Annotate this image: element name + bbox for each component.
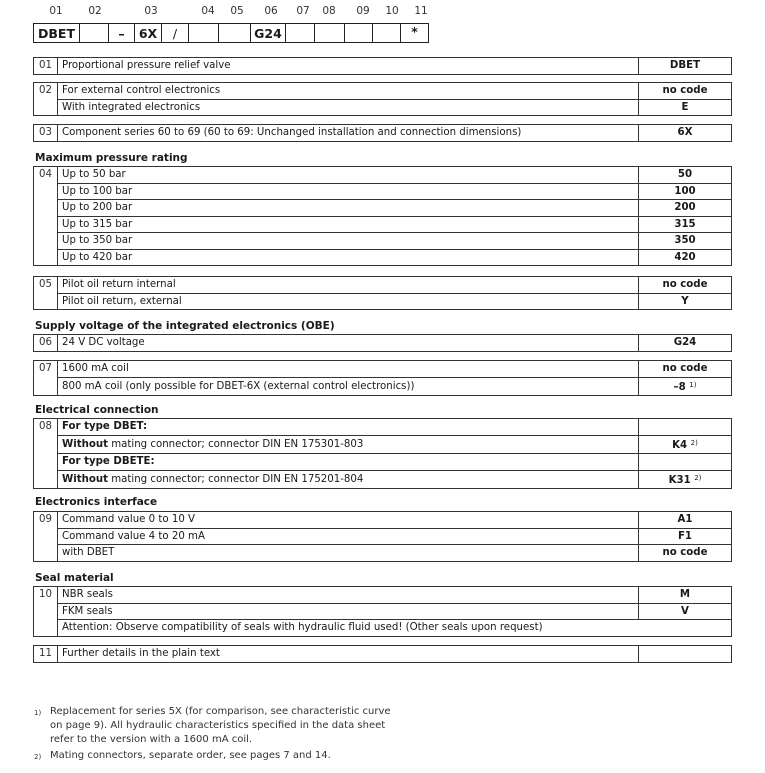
position-number: 06 <box>264 5 278 17</box>
ordering-code <box>33 5 443 45</box>
code-cell <box>218 23 251 43</box>
table-row-02 <box>33 82 732 116</box>
position-number: 02 <box>88 5 102 17</box>
row-code: DBET <box>639 58 732 75</box>
row-number-empty <box>34 454 58 471</box>
table-row-09 <box>33 511 732 562</box>
row-number: 08 <box>34 419 58 436</box>
row-description: Up to 100 bar <box>58 183 639 200</box>
row-code <box>639 646 732 663</box>
row-description: Pilot oil return, external <box>58 293 639 310</box>
row-number-empty <box>34 528 58 545</box>
row-number-empty <box>34 249 58 266</box>
code-cell <box>285 23 315 43</box>
row-code: 315 <box>639 216 732 233</box>
row-number-empty <box>34 545 58 562</box>
table-row-07 <box>33 360 732 396</box>
footnote-text: Mating connectors, separate order, see pages 7 and 14. <box>50 750 331 761</box>
code-cell <box>372 23 401 43</box>
row-number: 06 <box>34 335 58 352</box>
row-code: M <box>639 587 732 604</box>
row-description: For external control electronics <box>58 83 639 100</box>
section-title: Electrical connection <box>35 404 159 416</box>
row-description-cell <box>58 470 639 489</box>
footnote-mark: 2) <box>34 753 42 761</box>
row-description: Up to 50 bar <box>58 167 639 184</box>
position-number: 10 <box>385 5 399 17</box>
code-cell <box>314 23 345 43</box>
row-number-empty <box>34 216 58 233</box>
row-number: 10 <box>34 587 58 604</box>
table-row-11 <box>33 645 732 663</box>
row-code-empty <box>639 454 732 471</box>
row-number-empty <box>34 183 58 200</box>
table-row-10 <box>33 586 732 637</box>
row-code-empty <box>639 419 732 436</box>
position-number: 05 <box>230 5 244 17</box>
row-description: Further details in the plain text <box>58 646 639 663</box>
row-code: no code <box>639 277 732 294</box>
row-description: For type DBET: <box>58 419 639 436</box>
position-number: 03 <box>144 5 158 17</box>
row-description: Proportional pressure relief valve <box>58 58 639 75</box>
row-description: with DBET <box>58 545 639 562</box>
row-code: Y <box>639 293 732 310</box>
row-number-empty <box>34 620 58 637</box>
footnote-ref: 1) <box>689 380 697 389</box>
section-title: Seal material <box>35 572 114 584</box>
row-number-empty <box>34 99 58 116</box>
row-description: FKM seals <box>58 603 639 620</box>
row-number: 05 <box>34 277 58 294</box>
row-description: mating connector; connector DIN EN 175301-803 <box>107 438 364 450</box>
row-description: Component series 60 to 69 (60 to 69: Unchanged installation and connection dimensions) <box>58 125 639 142</box>
position-number: 04 <box>201 5 215 17</box>
row-description-cell <box>58 435 639 454</box>
table-row-06 <box>33 334 732 352</box>
footnotes <box>34 705 394 764</box>
row-description: NBR seals <box>58 587 639 604</box>
row-code: F1 <box>639 528 732 545</box>
section-title: Supply voltage of the integrated electronics (OBE) <box>35 320 335 332</box>
row-code: 200 <box>639 200 732 217</box>
position-number: 01 <box>49 5 63 17</box>
footnote-ref: 2) <box>690 438 698 447</box>
ordering-code-row <box>33 23 429 43</box>
footnote-text: Replacement for series 5X (for comparison, see characteristic curve on page 9). All hydraulic characteristics specified in the data sheet refer to the version with a 1600 mA coil. <box>50 706 391 745</box>
row-description: Up to 420 bar <box>58 249 639 266</box>
row-code: E <box>639 99 732 116</box>
table-row-08 <box>33 418 732 489</box>
row-code: no code <box>639 545 732 562</box>
table-row-03 <box>33 124 732 142</box>
bold-word: Without <box>62 438 108 450</box>
row-code: 100 <box>639 183 732 200</box>
section-title: Electronics interface <box>35 496 158 508</box>
row-number: 03 <box>34 125 58 142</box>
row-number: 07 <box>34 361 58 378</box>
code-cell: 6X <box>134 23 162 43</box>
code-cell <box>188 23 219 43</box>
row-number-empty <box>34 377 58 396</box>
row-code: 350 <box>639 233 732 250</box>
footnote <box>34 749 394 764</box>
position-number: 08 <box>322 5 336 17</box>
table-row-04 <box>33 166 732 266</box>
table-row-05 <box>33 276 732 310</box>
code-cell: – <box>108 23 135 43</box>
row-number: 09 <box>34 512 58 529</box>
row-number-empty <box>34 293 58 310</box>
row-description: Pilot oil return internal <box>58 277 639 294</box>
position-number: 07 <box>296 5 310 17</box>
row-code: 420 <box>639 249 732 266</box>
row-description: Up to 315 bar <box>58 216 639 233</box>
code-cell: G24 <box>250 23 286 43</box>
code-cell: * <box>400 23 429 43</box>
seal-note: Attention: Observe compatibility of seals with hydraulic fluid used! (Other seals upon request) <box>58 620 732 637</box>
row-number-empty <box>34 603 58 620</box>
row-number-empty <box>34 435 58 454</box>
row-description: mating connector; connector DIN EN 175201-804 <box>107 473 364 485</box>
footnote <box>34 705 394 747</box>
row-code: G24 <box>639 335 732 352</box>
row-code-cell <box>639 435 732 454</box>
row-description: Up to 200 bar <box>58 200 639 217</box>
row-description: 800 mA coil (only possible for DBET-6X (external control electronics)) <box>58 377 639 396</box>
bold-word: Without <box>62 473 108 485</box>
row-description: Command value 0 to 10 V <box>58 512 639 529</box>
row-number: 01 <box>34 58 58 75</box>
row-description: 24 V DC voltage <box>58 335 639 352</box>
code-cell: DBET <box>33 23 80 43</box>
row-code: –8 <box>673 381 686 393</box>
footnote-ref: 2) <box>694 473 702 482</box>
table-row-01 <box>33 57 732 75</box>
row-code: A1 <box>639 512 732 529</box>
row-number-empty <box>34 233 58 250</box>
row-code: no code <box>639 83 732 100</box>
row-code-cell <box>639 470 732 489</box>
position-number: 11 <box>414 5 428 17</box>
row-number: 02 <box>34 83 58 100</box>
row-description: With integrated electronics <box>58 99 639 116</box>
row-code-cell <box>639 377 732 396</box>
row-description: Up to 350 bar <box>58 233 639 250</box>
row-number: 04 <box>34 167 58 184</box>
row-description: 1600 mA coil <box>58 361 639 378</box>
row-code: 50 <box>639 167 732 184</box>
row-description: For type DBETE: <box>58 454 639 471</box>
row-number-empty <box>34 470 58 489</box>
position-number: 09 <box>356 5 370 17</box>
row-number: 11 <box>34 646 58 663</box>
row-description: Command value 4 to 20 mA <box>58 528 639 545</box>
row-code: V <box>639 603 732 620</box>
section-title: Maximum pressure rating <box>35 152 188 164</box>
row-code: K4 <box>672 439 688 451</box>
row-code: K31 <box>668 474 691 486</box>
code-cell <box>79 23 109 43</box>
footnote-mark: 1) <box>34 709 42 717</box>
row-code: 6X <box>639 125 732 142</box>
row-code: no code <box>639 361 732 378</box>
code-cell: / <box>161 23 189 43</box>
code-cell <box>344 23 373 43</box>
row-number-empty <box>34 200 58 217</box>
